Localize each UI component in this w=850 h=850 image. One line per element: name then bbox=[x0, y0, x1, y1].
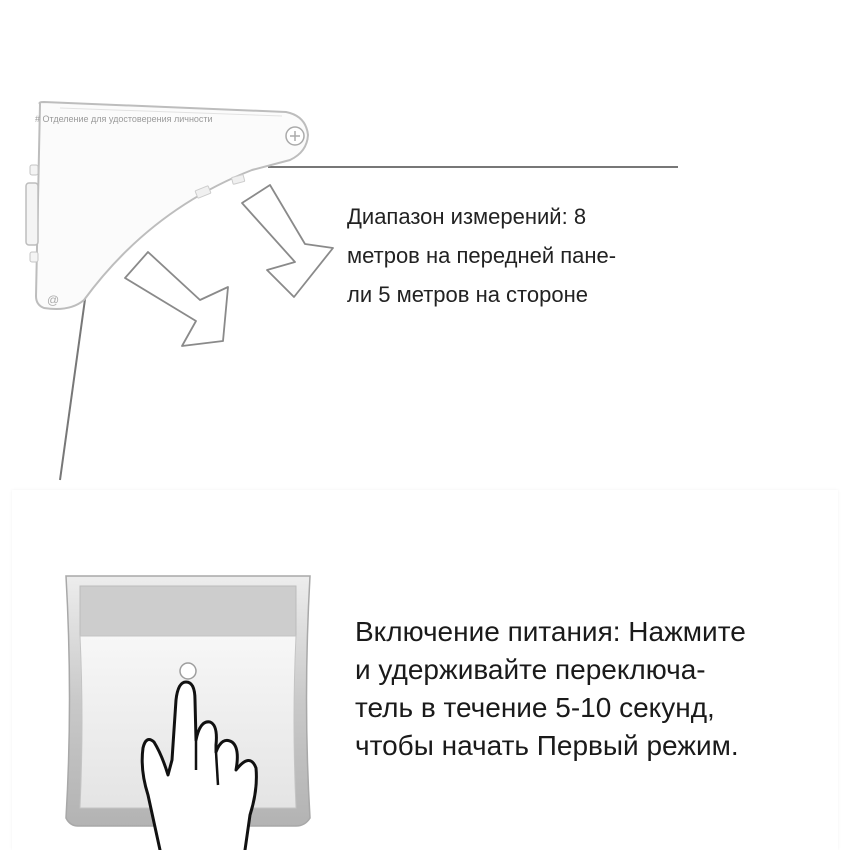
device-label: # Отделение для удостоверения личности bbox=[35, 114, 213, 124]
detection-arrow-side bbox=[242, 185, 333, 297]
side-switch bbox=[26, 183, 38, 245]
power-on-text: Включение питания: Нажмите и удерживайте переключа- тель в течение 5-10 секунд, чтобы начать Первый режим. bbox=[355, 616, 746, 761]
corner-mark: @ bbox=[47, 293, 60, 307]
measurement-range-text: Диапазон измерений: 8 метров на передней пане- ли 5 метров на стороне bbox=[347, 204, 617, 307]
wall-line bbox=[60, 292, 86, 480]
detection-arrow-front bbox=[125, 252, 228, 346]
